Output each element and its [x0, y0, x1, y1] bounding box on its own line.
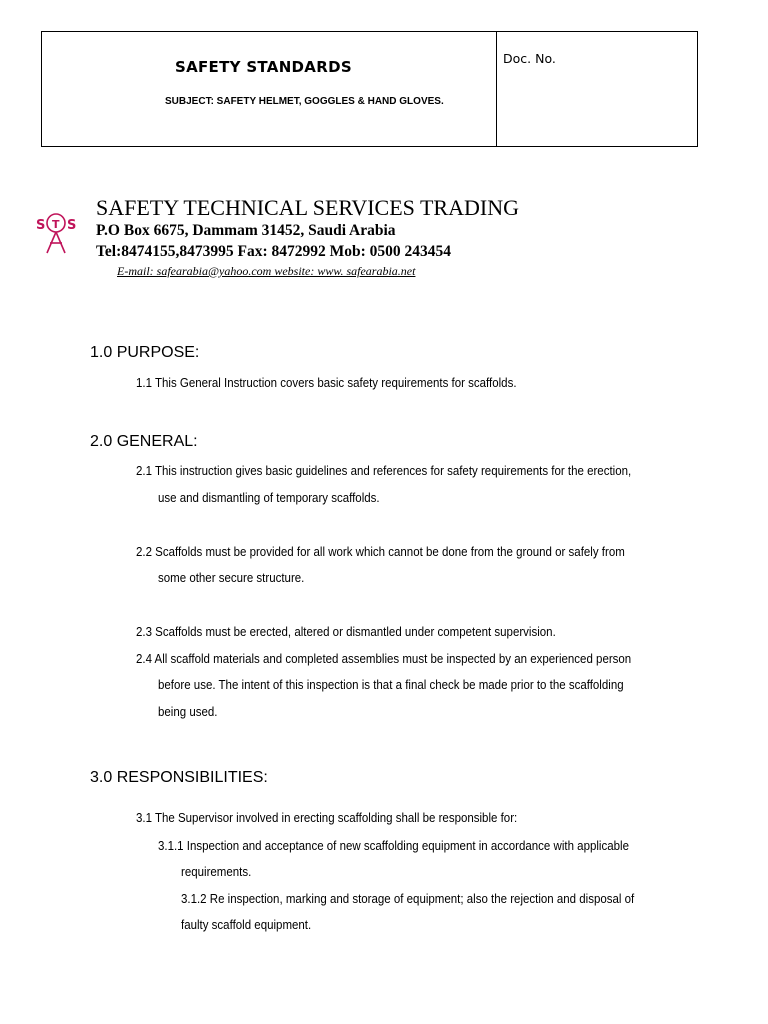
paragraph-2-1-line-1: 2.1 This instruction gives basic guidelines and references for safety requirements for the erection,: [136, 464, 632, 478]
paragraph-2-2-line-2: some other secure structure.: [158, 571, 305, 585]
paragraph-3-1: 3.1 The Supervisor involved in erecting scaffolding shall be responsible for:: [136, 811, 518, 825]
paragraph-2-4-line-2: before use. The intent of this inspection is that a final check be made prior to the scaffolding: [158, 678, 624, 692]
paragraph-3-1-2-line-2: faulty scaffold equipment.: [181, 918, 312, 932]
section-heading-purpose: 1.0 PURPOSE:: [90, 344, 200, 361]
paragraph-3-1-1-line-2: requirements.: [181, 865, 252, 879]
logo-letter-center: T: [52, 218, 60, 231]
company-logo: [33, 207, 79, 257]
company-name: SAFETY TECHNICAL SERVICES TRADING: [96, 195, 519, 220]
document-subject: SUBJECT: SAFETY HELMET, GOGGLES & HAND GLOVES.: [165, 96, 444, 107]
paragraph-2-2-line-1: 2.2 Scaffolds must be provided for all work which cannot be done from the ground or safely from: [136, 545, 625, 559]
company-address: P.O Box 6675, Dammam 31452, Saudi Arabia: [96, 222, 396, 239]
company-contact-link[interactable]: E-mail: safearabia@yahoo.com website: www. safearabia.net: [117, 264, 416, 278]
paragraph-3-1-2-line-1: 3.1.2 Re inspection, marking and storage of equipment; also the rejection and disposal of: [181, 892, 635, 906]
paragraph-2-1-line-2: use and dismantling of temporary scaffolds.: [158, 491, 380, 505]
paragraph-2-3: 2.3 Scaffolds must be erected, altered or dismantled under competent supervision.: [136, 625, 556, 639]
document-title: SAFETY STANDARDS: [175, 58, 352, 76]
company-phones: Tel:8474155,8473995 Fax: 8472992 Mob: 0500 243454: [96, 243, 452, 260]
doc-no-label: Doc. No.: [503, 51, 556, 66]
paragraph-2-4-line-3: being used.: [158, 705, 218, 719]
header-divider: [496, 31, 497, 147]
logo-letter-right: S: [67, 218, 77, 233]
paragraph-1-1: 1.1 This General Instruction covers basic safety requirements for scaffolds.: [136, 376, 517, 390]
document-header-table: [41, 31, 698, 147]
paragraph-3-1-1-line-1: 3.1.1 Inspection and acceptance of new scaffolding equipment in accordance with applicable: [158, 839, 629, 853]
section-heading-general: 2.0 GENERAL:: [90, 433, 198, 450]
paragraph-2-4-line-1: 2.4 All scaffold materials and completed assemblies must be inspected by an experienced person: [136, 652, 632, 666]
logo-letter-left: S: [36, 218, 46, 233]
section-heading-responsibilities: 3.0 RESPONSIBILITIES:: [90, 769, 268, 786]
